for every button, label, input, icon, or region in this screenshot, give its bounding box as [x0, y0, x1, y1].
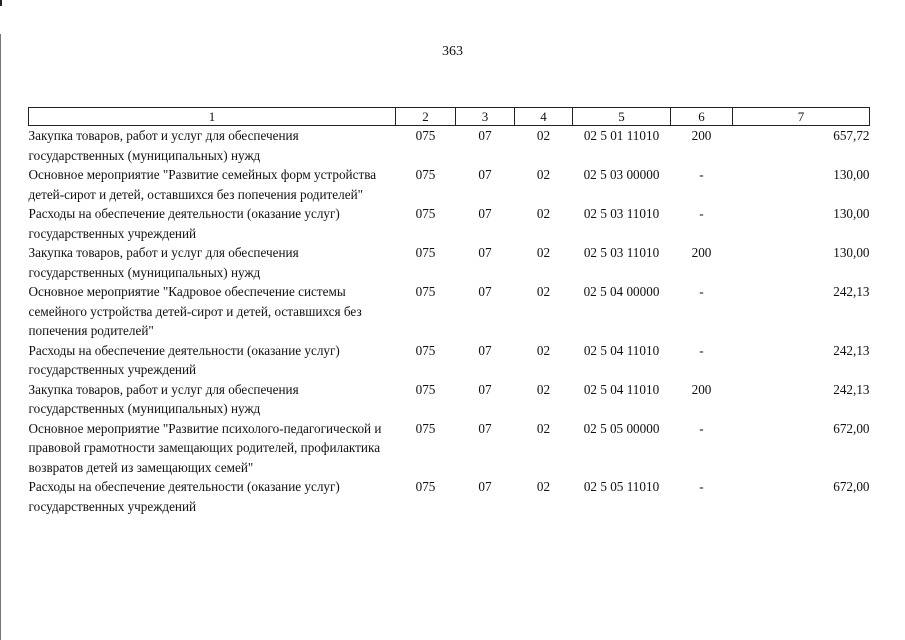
- amount-cell: 130,00: [833, 245, 870, 260]
- subsection-code-cell: 02: [536, 420, 551, 436]
- expense-name-cell: Закупка товаров, работ и услуг для обеспечения государственных (муниципальных) нужд: [28, 381, 299, 416]
- target-article-code-cell: 02 5 03 11010: [583, 206, 660, 221]
- table-row: [29, 165, 870, 204]
- expense-name-cell: Основное мероприятие "Развитие семейных форм устройства детей-сирот и детей, оставшихся без попечения родителей": [28, 167, 377, 202]
- ministry-code-cell: 075: [415, 284, 436, 299]
- amount-cell: 657,72: [833, 128, 870, 143]
- ministry-code-cell: 075: [415, 479, 436, 494]
- section-code-cell: 07: [478, 167, 492, 182]
- amount-cell: 242,13: [833, 342, 870, 358]
- table-row: [29, 282, 870, 341]
- scan-edge-line: [0, 34, 1, 640]
- expense-name-cell: Закупка товаров, работ и услуг для обеспечения государственных (муниципальных) нужд: [28, 128, 299, 163]
- amount-cell: 130,00: [833, 167, 870, 182]
- expense-name-cell: Закупка товаров, работ и услуг для обеспечения государственных (муниципальных) нужд: [28, 245, 299, 280]
- expense-type-code-cell: -: [699, 342, 704, 358]
- column-header: 5: [573, 108, 671, 126]
- column-header: 3: [456, 108, 515, 126]
- subsection-code-cell: 02: [536, 381, 551, 397]
- header-row: [29, 108, 870, 126]
- section-code-cell: 07: [478, 420, 492, 436]
- target-article-code-cell: 02 5 04 11010: [583, 342, 660, 358]
- section-code-cell: 07: [478, 128, 492, 143]
- subsection-code-cell: 02: [536, 206, 551, 221]
- column-header: 4: [515, 108, 573, 126]
- table-row: [29, 243, 870, 282]
- section-code-cell: 07: [478, 284, 492, 299]
- expense-type-code-cell: -: [699, 206, 704, 221]
- budget-table: [28, 107, 870, 516]
- expense-type-code-cell: 200: [691, 381, 712, 397]
- ministry-code-cell: 075: [415, 128, 436, 143]
- target-article-code-cell: 02 5 03 00000: [583, 167, 660, 182]
- section-code-cell: 07: [478, 245, 492, 260]
- amount-cell: 672,00: [833, 420, 870, 436]
- expense-name-cell: Расходы на обеспечение деятельности (оказание услуг) государственных учреждений: [28, 206, 340, 241]
- ministry-code-cell: 075: [415, 245, 436, 260]
- expense-type-code-cell: 200: [691, 245, 712, 260]
- target-article-code-cell: 02 5 04 11010: [583, 381, 660, 397]
- column-header: 6: [671, 108, 733, 126]
- ministry-code-cell: 075: [415, 381, 436, 397]
- column-header: 7: [733, 108, 870, 126]
- expense-type-code-cell: 200: [691, 128, 712, 143]
- subsection-code-cell: 02: [536, 284, 551, 299]
- column-header: 1: [29, 108, 396, 126]
- expense-type-code-cell: -: [699, 284, 704, 299]
- target-article-code-cell: 02 5 04 00000: [583, 284, 660, 299]
- section-code-cell: 07: [478, 381, 492, 397]
- amount-cell: 242,13: [833, 284, 870, 299]
- ministry-code-cell: 075: [415, 342, 436, 358]
- expense-name-cell: Расходы на обеспечение деятельности (оказание услуг) государственных учреждений: [28, 479, 340, 514]
- column-header: 2: [396, 108, 456, 126]
- page-number: 363: [442, 44, 463, 59]
- amount-cell: 130,00: [833, 206, 870, 221]
- target-article-code-cell: 02 5 05 11010: [583, 479, 660, 494]
- ministry-code-cell: 075: [415, 167, 436, 182]
- table-row: [29, 380, 870, 419]
- target-article-code-cell: 02 5 05 00000: [583, 420, 660, 436]
- expense-type-code-cell: -: [699, 420, 704, 436]
- target-article-code-cell: 02 5 03 11010: [583, 245, 660, 260]
- expense-type-code-cell: -: [699, 167, 704, 182]
- expense-type-code-cell: -: [699, 479, 704, 494]
- subsection-code-cell: 02: [536, 167, 551, 182]
- subsection-code-cell: 02: [536, 342, 551, 358]
- expense-name-cell: Основное мероприятие "Кадровое обеспечение системы семейного устройства детей-сирот и детей, оставшихся без попечения родителей": [28, 284, 362, 338]
- table-row: [29, 341, 870, 380]
- ministry-code-cell: 075: [415, 420, 436, 436]
- ministry-code-cell: 075: [415, 206, 436, 221]
- expense-name-cell: Расходы на обеспечение деятельности (оказание услуг) государственных учреждений: [28, 342, 340, 377]
- section-code-cell: 07: [478, 206, 492, 221]
- subsection-code-cell: 02: [536, 128, 551, 143]
- table-row: [29, 126, 870, 166]
- amount-cell: 242,13: [833, 381, 870, 397]
- section-code-cell: 07: [478, 342, 492, 358]
- amount-cell: 672,00: [833, 479, 870, 494]
- subsection-code-cell: 02: [536, 479, 551, 494]
- section-code-cell: 07: [478, 479, 492, 494]
- scan-edge-mark: [0, 0, 2, 6]
- table-row: [29, 477, 870, 516]
- expense-name-cell: Основное мероприятие "Развитие психолого-педагогической и правовой грамотности замещающих родителей, профилактика возвратов детей из замещающих семей": [28, 420, 382, 475]
- subsection-code-cell: 02: [536, 245, 551, 260]
- table-row: [29, 204, 870, 243]
- target-article-code-cell: 02 5 01 11010: [583, 128, 660, 143]
- table-body: [29, 126, 870, 517]
- table-row: [29, 419, 870, 478]
